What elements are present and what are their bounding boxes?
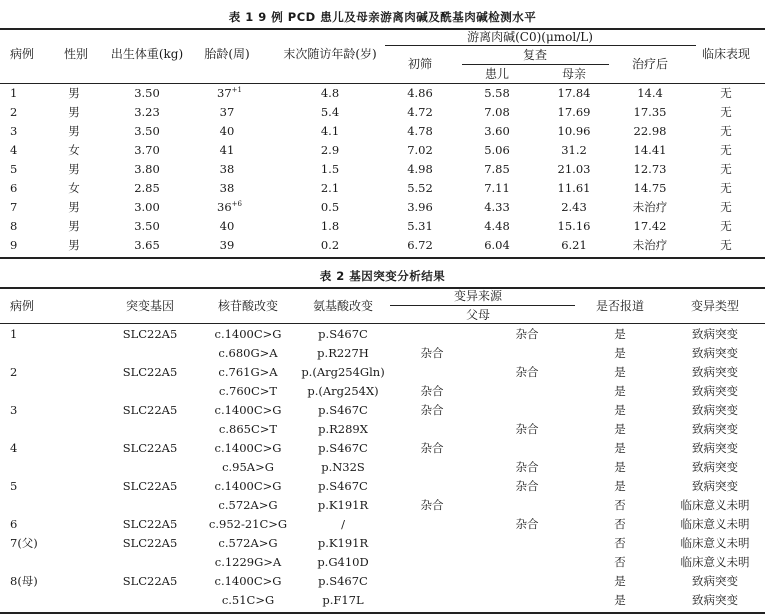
table1-caption: 表 1 9 例 PCD 患儿及母亲游离肉碱及酰基肉碱检测水平 (228, 10, 537, 24)
t2-cell-rep: 是 (614, 422, 626, 436)
t2-cell-gene: SLC22A5 (122, 327, 178, 341)
t1-cell-init: 5.52 (407, 181, 433, 195)
t2-cell-gene: SLC22A5 (122, 403, 178, 417)
t2-header-parents: 父母 (465, 308, 491, 322)
t2-header-gene: 突变基因 (125, 299, 175, 313)
table1-bottom-rule (0, 257, 765, 259)
table2-caption: 表 2 基因突变分析结果 (319, 269, 446, 283)
t2-cell-nuc: c.1400C>G (214, 327, 282, 341)
t2-header-nucleotide: 核苷酸改变 (217, 299, 279, 313)
t1-cell-child: 6.04 (484, 238, 510, 252)
t1-cell-clin: 无 (720, 181, 732, 195)
t1-cell-init: 7.02 (407, 143, 433, 157)
t2-cell-aa: p.G410D (317, 555, 369, 569)
t2-cell-type: 临床意义未明 (680, 555, 750, 569)
t2-header-amino: 氨基酸改变 (312, 299, 374, 313)
t2-cell-case: 8(母) (10, 574, 38, 588)
t1-header-gest-age: 胎龄(周) (204, 47, 250, 61)
t1-header-clinical: 临床表现 (701, 47, 751, 61)
t1-cell-ga: 39 (219, 238, 235, 252)
t1-header-after-treat: 治疗后 (631, 57, 669, 71)
t1-cell-mother: 6.21 (561, 238, 587, 252)
t1-cell-init: 4.86 (407, 86, 433, 100)
t2-cell-nuc: c.572A>G (218, 536, 278, 550)
t2-cell-type: 致病突变 (692, 365, 738, 379)
t2-cell-nuc: c.51C>G (221, 593, 275, 607)
t2-cell-nuc: c.865C>T (218, 422, 278, 436)
t1-cell-after: 17.42 (633, 219, 667, 233)
t1-cell-fu: 1.8 (320, 219, 340, 233)
t2-cell-mother: 杂合 (515, 479, 539, 493)
t2-cell-gene: SLC22A5 (122, 517, 178, 531)
t2-cell-gene: SLC22A5 (122, 441, 178, 455)
t1-header-c0-group: 游离肉碱(C0)(μmol/L) (467, 30, 593, 44)
t2-cell-case: 3 (10, 403, 18, 417)
t1-cell-clin: 无 (720, 124, 732, 138)
t1-cell-bw: 3.65 (134, 238, 160, 252)
t1-cell-sex: 男 (68, 219, 80, 233)
table2-bottom-rule (0, 612, 765, 614)
t1-header-case: 病例 (10, 47, 35, 61)
t1-cell-child: 5.06 (484, 143, 510, 157)
t1-cell-fu: 4.1 (320, 124, 340, 138)
t2-cell-type: 致病突变 (692, 593, 738, 607)
t2-cell-case: 7(父) (10, 536, 38, 550)
t2-cell-rep: 是 (614, 403, 626, 417)
t1-cell-child: 4.48 (484, 219, 510, 233)
t2-origin-rule (390, 305, 575, 306)
t2-cell-rep: 否 (614, 555, 626, 569)
t2-cell-rep: 是 (614, 441, 626, 455)
t1-cell-clin: 无 (720, 105, 732, 119)
t1-cell-fu: 2.9 (320, 143, 340, 157)
t1-cell-ga: 40 (219, 219, 235, 233)
t2-cell-nuc: c.761G>A (218, 365, 278, 379)
t1-cell-child: 7.85 (484, 162, 510, 176)
t1-cell-fu: 1.5 (320, 162, 340, 176)
t1-cell-mother: 11.61 (557, 181, 591, 195)
t2-cell-type: 致病突变 (692, 479, 738, 493)
t1-cell-after: 12.73 (633, 162, 667, 176)
t1-cell-ga: 37 (219, 105, 235, 119)
t2-cell-type: 临床意义未明 (680, 498, 750, 512)
t1-cell-bw: 3.23 (134, 105, 160, 119)
t2-cell-rep: 是 (614, 479, 626, 493)
t2-cell-nuc: c.1400C>G (214, 574, 282, 588)
t1-ga-value: 36 (217, 200, 232, 214)
t2-cell-case: 4 (10, 441, 18, 455)
t2-cell-mother: 杂合 (515, 365, 539, 379)
t2-cell-gene: SLC22A5 (122, 536, 178, 550)
t1-cell-ga: 41 (219, 143, 235, 157)
t1-cell-fu: 5.4 (320, 105, 340, 119)
t1-cell-child: 7.11 (484, 181, 510, 195)
t2-cell-case: 5 (10, 479, 18, 493)
t1-cell-sex: 男 (68, 124, 80, 138)
t1-ga-superscript: +1 (231, 86, 242, 95)
t1-header-birth-weight: 出生体重(kg) (110, 47, 184, 61)
t1-cell-bw: 3.50 (134, 86, 160, 100)
t1-cell-init: 4.78 (407, 124, 433, 138)
t2-cell-aa: p.S467C (318, 441, 368, 455)
t2-header-origin: 变异来源 (453, 289, 503, 303)
t1-cell-after: 未治疗 (632, 200, 668, 214)
t1-cell-after: 14.41 (633, 143, 667, 157)
t1-cell-init: 4.72 (407, 105, 433, 119)
t1-cell-case: 3 (10, 124, 18, 138)
t1-cell-ga: 40 (219, 124, 235, 138)
t2-cell-type: 临床意义未明 (680, 536, 750, 550)
t1-cell-sex: 女 (68, 143, 80, 157)
t1-cell-after: 14.75 (633, 181, 667, 195)
t2-cell-type: 临床意义未明 (680, 517, 750, 531)
t1-cell-clin: 无 (720, 143, 732, 157)
t2-cell-aa: p.K191R (317, 498, 369, 512)
t1-header-child: 患儿 (484, 67, 510, 81)
table2-top-rule (0, 287, 765, 289)
t2-cell-father: 杂合 (420, 403, 444, 417)
t1-cell-init: 3.96 (407, 200, 433, 214)
t1-cell-child: 3.60 (484, 124, 510, 138)
t2-cell-father: 杂合 (420, 498, 444, 512)
t2-cell-mother: 杂合 (515, 460, 539, 474)
t2-cell-case: 6 (10, 517, 18, 531)
t1-header-recheck: 复查 (522, 48, 548, 62)
t1-cell-bw: 3.80 (134, 162, 160, 176)
t1-header-mother: 母亲 (561, 67, 587, 81)
t1-cell-case: 4 (10, 143, 18, 157)
t1-cell-fu: 0.5 (320, 200, 340, 214)
t1-cell-sex: 男 (68, 238, 80, 252)
t1-cell-bw: 2.85 (134, 181, 160, 195)
t2-cell-case: 2 (10, 365, 18, 379)
t1-cell-case: 7 (10, 200, 18, 214)
t1-cell-mother: 31.2 (561, 143, 587, 157)
t1-cell-sex: 男 (68, 86, 80, 100)
t2-cell-mother: 杂合 (515, 422, 539, 436)
t2-header-variant-type: 变异类型 (690, 299, 740, 313)
t1-cell-bw: 3.70 (134, 143, 160, 157)
t1-cell-after: 22.98 (633, 124, 667, 138)
t2-cell-gene: SLC22A5 (122, 574, 178, 588)
t1-cell-fu: 4.8 (320, 86, 340, 100)
t2-cell-nuc: c.952-21C>G (208, 517, 288, 531)
t1-cell-sex: 男 (68, 200, 80, 214)
t1-cell-sex: 男 (68, 162, 80, 176)
t2-cell-nuc: c.95A>G (222, 460, 274, 474)
t2-cell-nuc: c.1400C>G (214, 403, 282, 417)
t1-cell-mother: 17.69 (557, 105, 591, 119)
table1-header-rule (0, 83, 765, 84)
t2-cell-aa: p.K191R (317, 536, 369, 550)
t1-cell-case: 2 (10, 105, 18, 119)
t1-cell-bw: 3.50 (134, 219, 160, 233)
t1-cell-mother: 17.84 (557, 86, 591, 100)
t2-cell-nuc: c.1400C>G (214, 479, 282, 493)
t2-cell-type: 致病突变 (692, 384, 738, 398)
t1-cell-mother: 15.16 (557, 219, 591, 233)
t2-cell-nuc: c.572A>G (218, 498, 278, 512)
t2-cell-type: 致病突变 (692, 327, 738, 341)
t2-header-reported: 是否报道 (595, 299, 645, 313)
t2-cell-nuc: c.1400C>G (214, 441, 282, 455)
t1-cell-case: 5 (10, 162, 18, 176)
t2-cell-aa: p.N32S (321, 460, 365, 474)
t2-cell-rep: 是 (614, 346, 626, 360)
t1-cell-case: 8 (10, 219, 18, 233)
t1-header-followup-age: 末次随访年龄(岁) (283, 47, 377, 61)
t2-cell-aa: p.(Arg254X) (307, 384, 379, 398)
t1-cell-child: 4.33 (484, 200, 510, 214)
t1-cell-fu: 2.1 (320, 181, 340, 195)
table1-top-rule (0, 28, 765, 30)
t2-cell-mother: 杂合 (515, 327, 539, 341)
t2-cell-aa: p.S467C (318, 574, 368, 588)
t2-cell-type: 致病突变 (692, 403, 738, 417)
t1-cell-clin: 无 (720, 162, 732, 176)
t1-cell-after: 17.35 (633, 105, 667, 119)
t2-cell-type: 致病突变 (692, 346, 738, 360)
t2-cell-rep: 是 (614, 460, 626, 474)
t1-cell-case: 1 (10, 86, 18, 100)
t2-cell-rep: 否 (614, 536, 626, 550)
t1-c0-group-rule (385, 45, 696, 46)
t2-cell-rep: 是 (614, 384, 626, 398)
t1-cell-case: 9 (10, 238, 18, 252)
t2-cell-gene: SLC22A5 (122, 479, 178, 493)
t2-header-case: 病例 (10, 299, 35, 313)
t2-cell-aa: p.R227H (317, 346, 369, 360)
t2-cell-type: 致病突变 (692, 460, 738, 474)
t2-cell-gene: SLC22A5 (122, 365, 178, 379)
t1-cell-mother: 2.43 (561, 200, 587, 214)
t2-cell-aa: p.S467C (318, 327, 368, 341)
t1-cell-bw: 3.00 (134, 200, 160, 214)
t2-cell-father: 杂合 (420, 441, 444, 455)
t2-cell-nuc: c.760C>T (218, 384, 278, 398)
t1-ga-value: 37 (217, 86, 232, 100)
t1-cell-mother: 10.96 (557, 124, 591, 138)
t1-header-sex: 性别 (64, 47, 89, 61)
t2-cell-aa: p.(Arg254Gln) (301, 365, 385, 379)
t2-cell-mother: 杂合 (515, 517, 539, 531)
t1-cell-init: 4.98 (407, 162, 433, 176)
t2-cell-aa: / (341, 517, 345, 531)
t1-cell-fu: 0.2 (320, 238, 340, 252)
table2-header-rule (0, 323, 765, 324)
t2-cell-rep: 否 (614, 498, 626, 512)
t2-cell-rep: 是 (614, 365, 626, 379)
t1-cell-ga: 38 (219, 181, 235, 195)
t1-cell-mother: 21.03 (557, 162, 591, 176)
t1-cell-sex: 女 (68, 181, 80, 195)
t2-cell-aa: p.S467C (318, 403, 368, 417)
t1-recheck-rule (462, 64, 609, 65)
t1-cell-bw: 3.50 (134, 124, 160, 138)
t2-cell-rep: 否 (614, 517, 626, 531)
t2-cell-type: 致病突变 (692, 441, 738, 455)
t1-cell-child: 5.58 (484, 86, 510, 100)
t1-cell-init: 6.72 (407, 238, 433, 252)
t1-ga-superscript: +6 (231, 200, 242, 209)
t1-cell-ga (217, 86, 242, 100)
t2-cell-aa: p.R289X (318, 422, 368, 436)
t2-cell-rep: 是 (614, 593, 626, 607)
t2-cell-nuc: c.680G>A (218, 346, 278, 360)
t1-cell-ga: 38 (219, 162, 235, 176)
t1-cell-ga (217, 200, 242, 214)
t1-cell-clin: 无 (720, 200, 732, 214)
t1-cell-clin: 无 (720, 219, 732, 233)
t1-cell-clin: 无 (720, 86, 732, 100)
t2-cell-case: 1 (10, 327, 18, 341)
t1-cell-sex: 男 (68, 105, 80, 119)
t2-cell-father: 杂合 (420, 346, 444, 360)
t1-cell-child: 7.08 (484, 105, 510, 119)
t1-cell-case: 6 (10, 181, 18, 195)
t1-cell-init: 5.31 (407, 219, 433, 233)
t2-cell-type: 致病突变 (692, 574, 738, 588)
t2-cell-father: 杂合 (420, 384, 444, 398)
t1-cell-after: 14.4 (637, 86, 663, 100)
t1-cell-clin: 无 (720, 238, 732, 252)
t2-cell-aa: p.F17L (322, 593, 364, 607)
t2-cell-type: 致病突变 (692, 422, 738, 436)
t2-cell-rep: 是 (614, 327, 626, 341)
t1-cell-after: 未治疗 (632, 238, 668, 252)
t1-header-initial: 初筛 (407, 57, 433, 71)
t2-cell-nuc: c.1229G>A (214, 555, 282, 569)
t2-cell-aa: p.S467C (318, 479, 368, 493)
t2-cell-rep: 是 (614, 574, 626, 588)
